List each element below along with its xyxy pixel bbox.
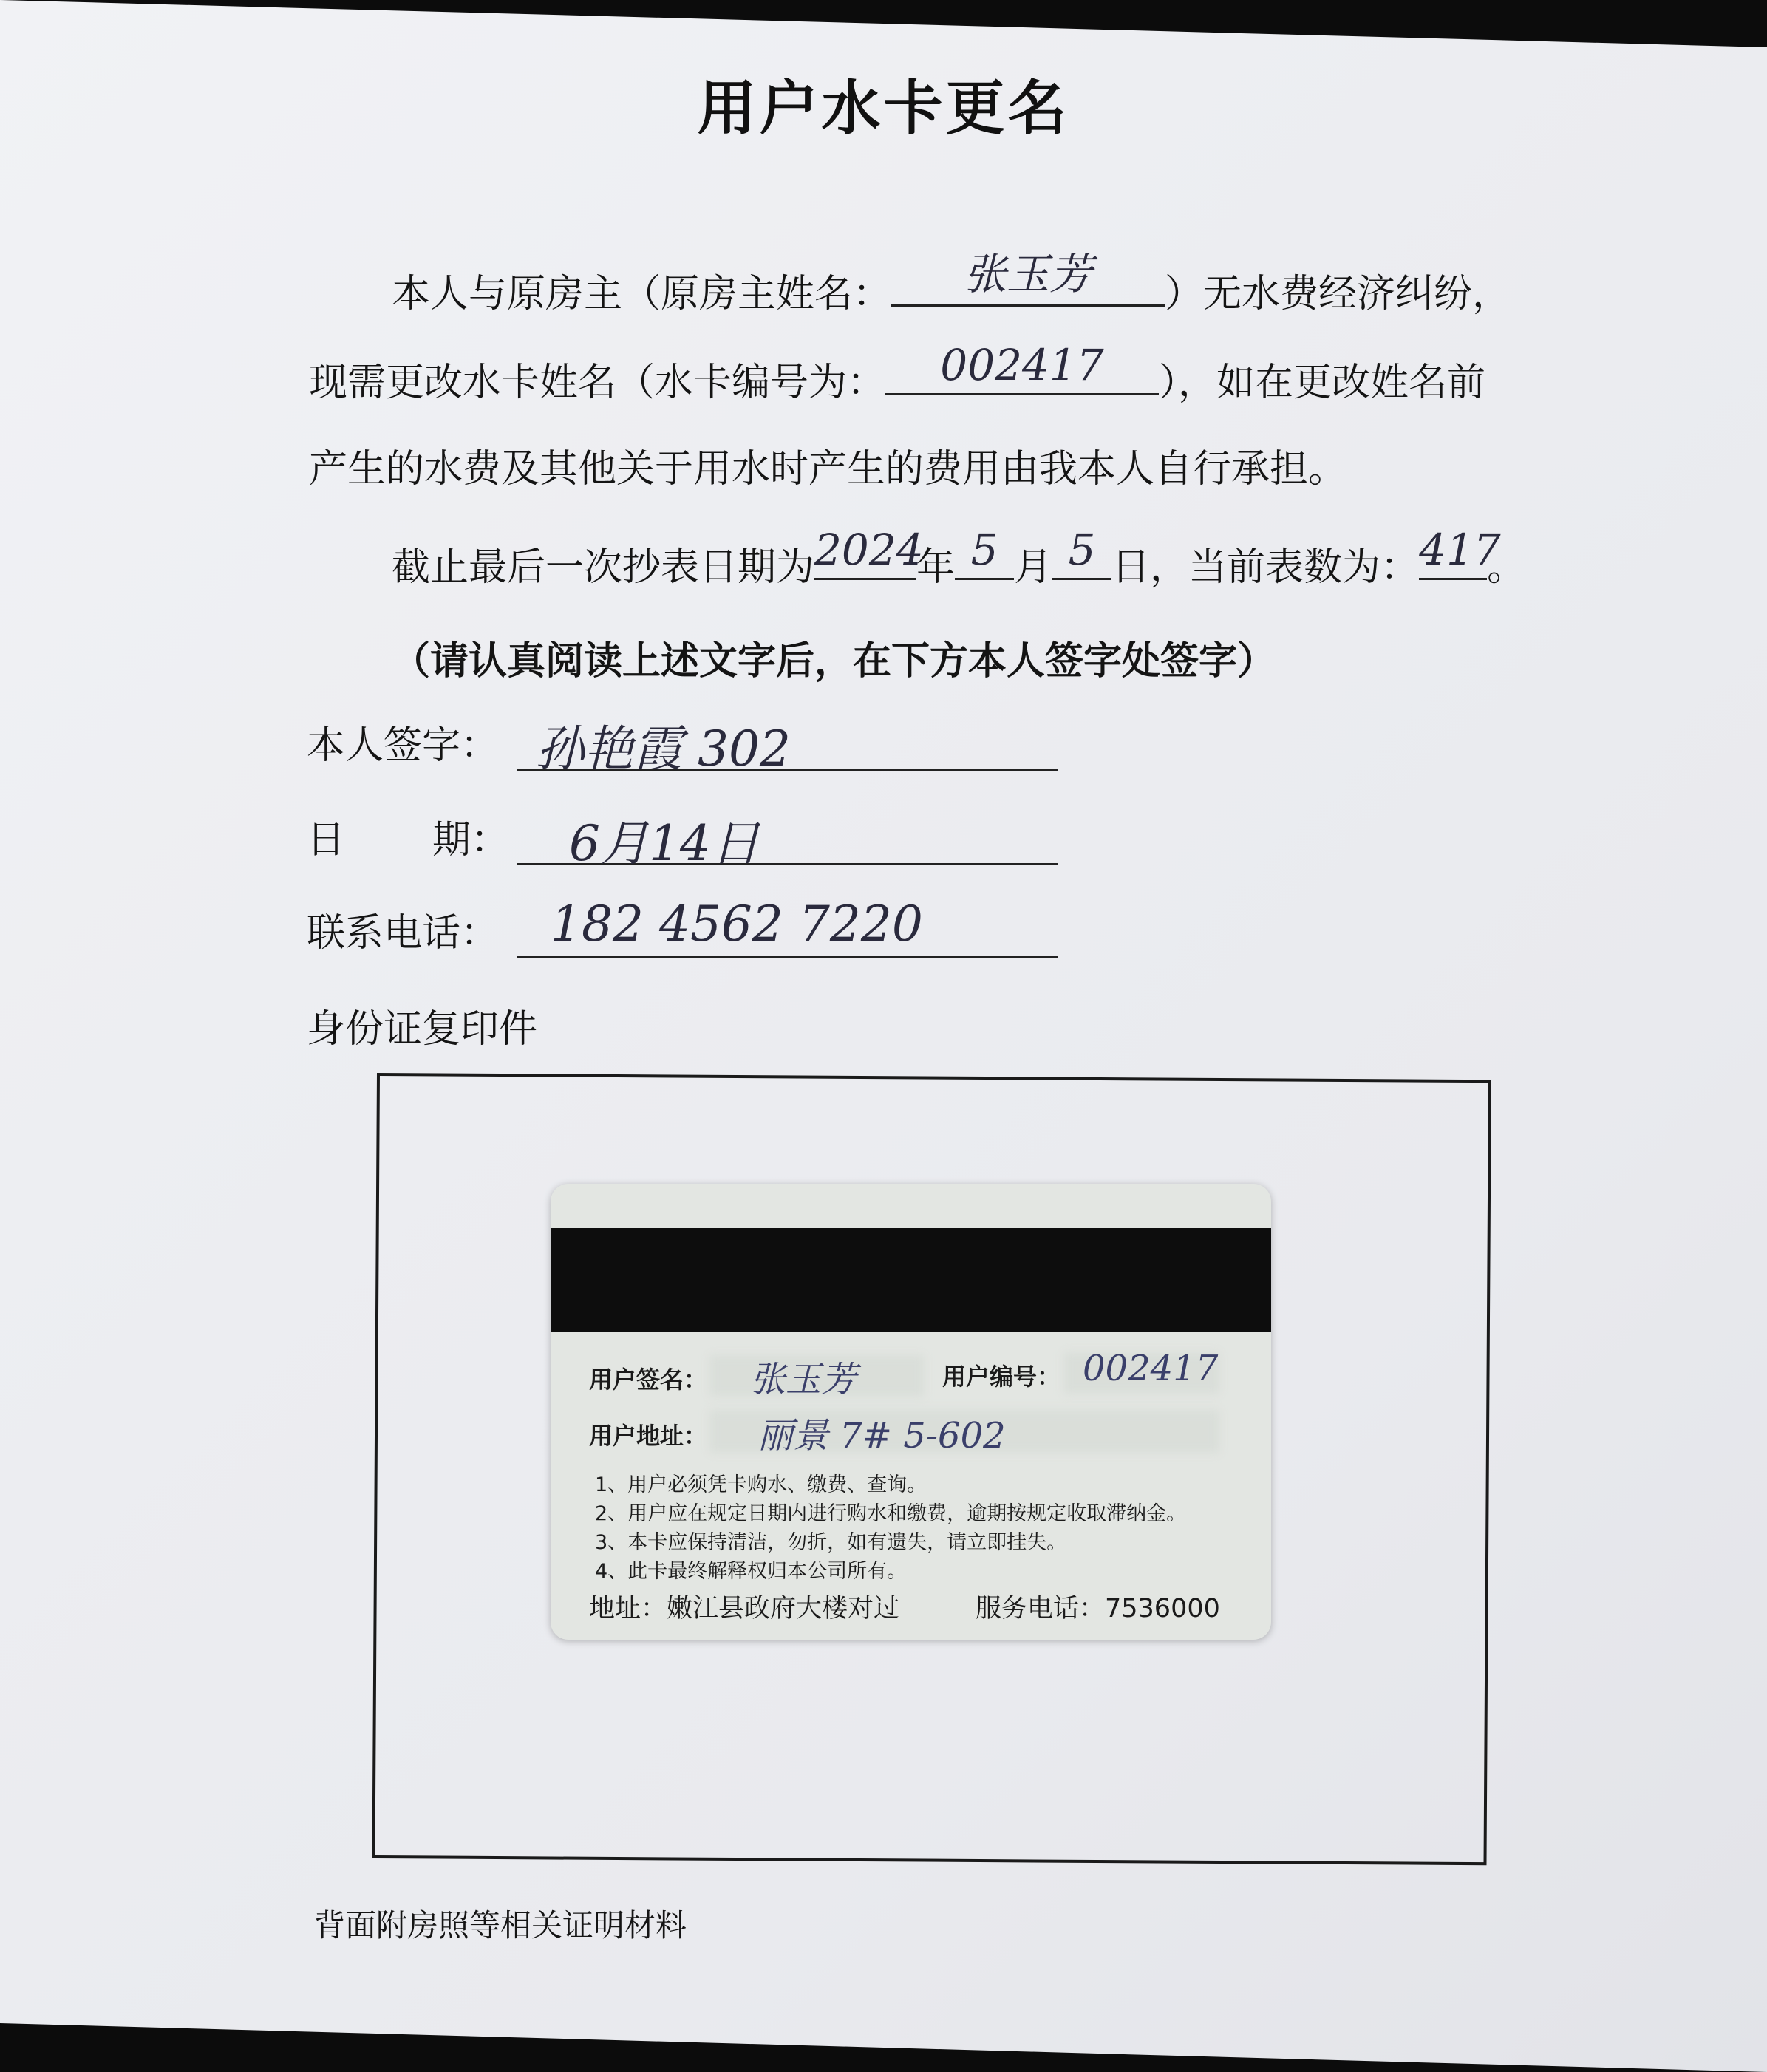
- signature-label: 本人签字：: [307, 723, 500, 768]
- year-handwriting: 2024: [814, 525, 924, 575]
- previous-owner-name-handwriting: 张玉芳: [964, 249, 1093, 299]
- paragraph-line-2: 现需更改水卡姓名（水卡编号为： 002417 ），如在更改姓名前: [309, 340, 1486, 405]
- card-service-phone: 服务电话：7536000: [976, 1594, 1220, 1623]
- meter-reading-handwriting: 417: [1419, 525, 1501, 575]
- meter-reading-blank: [1419, 525, 1501, 580]
- signature-handwriting: 孙艳霞 302: [536, 720, 791, 777]
- card-address-handwriting: 丽景 7# 5-602: [757, 1415, 1006, 1456]
- day-blank: [1052, 525, 1111, 580]
- magnetic-stripe: [551, 1228, 1271, 1332]
- month-blank: [955, 525, 1014, 580]
- card-rule-1: 1、用户必须凭卡购水、缴费、查询。: [595, 1473, 927, 1496]
- phone-line: [517, 956, 1058, 958]
- date-label-rest: 期：: [432, 818, 510, 862]
- card-user-name-label: 用户签名：: [589, 1366, 708, 1394]
- date-label-first-char: 日: [307, 818, 346, 862]
- paragraph-line-3: 产生的水费及其他关于用水时产生的费用由我本人自行承担。: [309, 447, 1347, 491]
- card-rule-3: 3、本卡应保持清洁，勿折，如有遗失，请立即挂失。: [595, 1531, 1067, 1554]
- phone-handwriting: 182 4562 7220: [551, 896, 923, 952]
- month-handwriting: 5: [970, 525, 998, 575]
- id-copy-label: 身份证复印件: [307, 1007, 538, 1052]
- footer-note: 背面附房照等相关证明材料: [314, 1907, 687, 1943]
- previous-owner-name-blank: [891, 249, 1165, 307]
- card-user-number-handwriting: 002417: [1083, 1348, 1219, 1389]
- card-rule-4: 4、此卡最终解释权归本公司所有。: [595, 1560, 908, 1583]
- phone-label: 联系电话：: [307, 911, 500, 955]
- card-user-name-handwriting: 张玉芳: [750, 1359, 857, 1400]
- card-rule-2: 2、用户应在规定日期内进行购水和缴费，逾期按规定收取滞纳金。: [595, 1502, 1187, 1525]
- paragraph-line-1: 本人与原房主（原房主姓名： 张玉芳 ）无水费经济纠纷，: [392, 260, 1511, 318]
- paragraph-line-4: 截止最后一次抄表日期为 2024 年 5 月 5 日，当前表数为： 417 。: [392, 525, 1526, 590]
- card-company-address: 地址：嫩江县政府大楼对过: [589, 1594, 900, 1623]
- year-blank: [814, 525, 924, 580]
- document-title: 用户水卡更名: [697, 74, 1070, 143]
- water-card-number-blank: [885, 340, 1159, 395]
- card-user-number-label: 用户编号：: [942, 1363, 1061, 1391]
- card-address-label: 用户地址：: [589, 1422, 708, 1450]
- day-handwriting: 5: [1068, 525, 1096, 575]
- water-card-number-handwriting: 002417: [940, 340, 1104, 390]
- water-card: [551, 1184, 1271, 1640]
- signing-notice: （请认真阅读上述文字后，在下方本人签字处签字）: [392, 639, 1276, 684]
- date-handwriting: 6月14日: [569, 815, 760, 872]
